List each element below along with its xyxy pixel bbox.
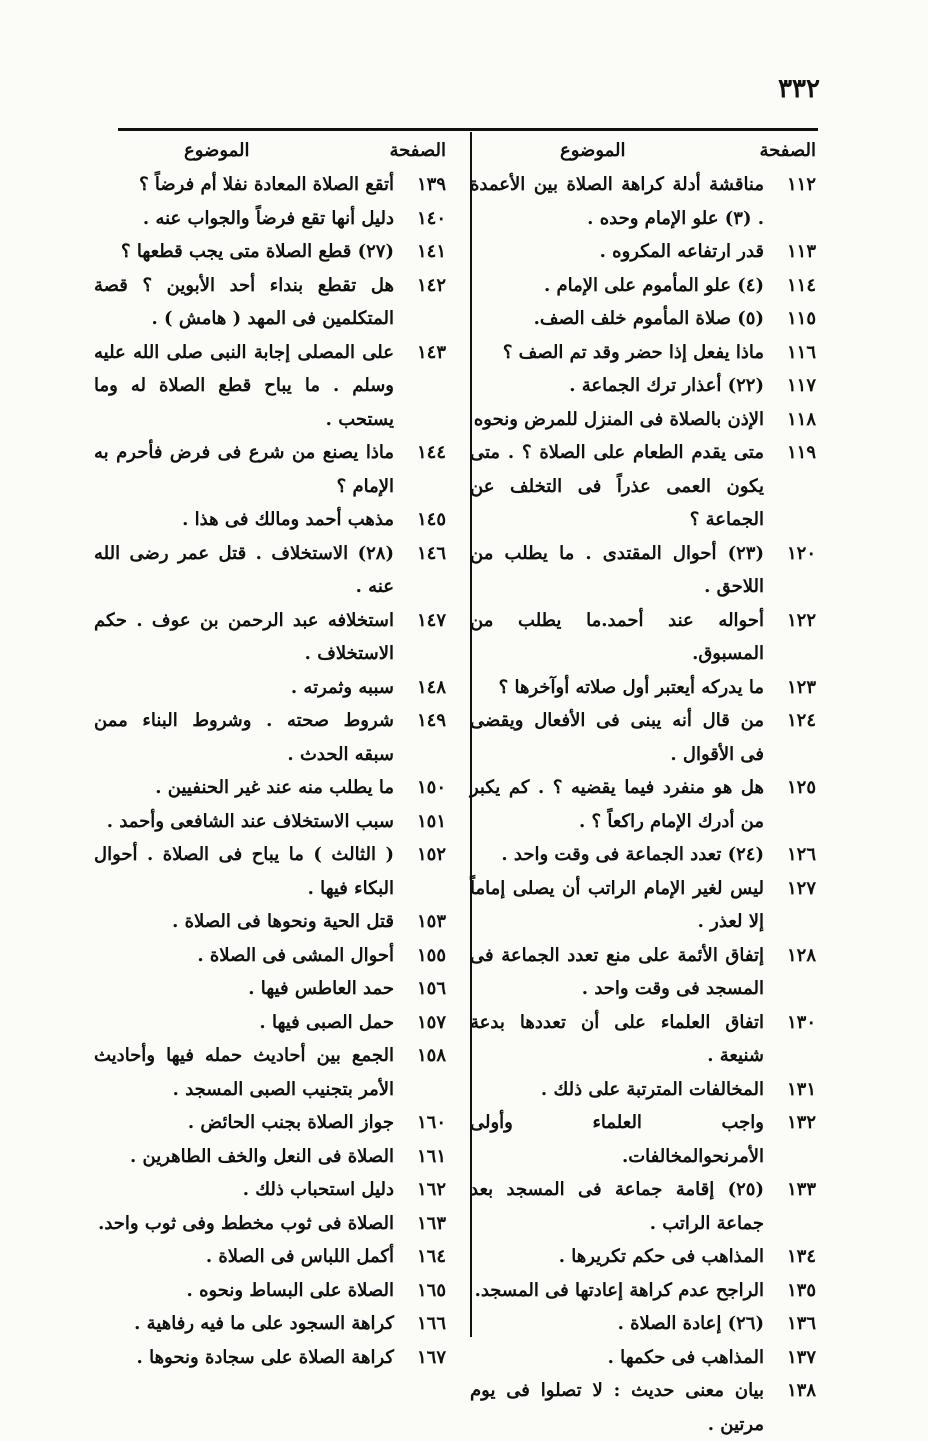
entry-topic: سبب الاستخلاف عند الشافعى وأحمد . [106, 810, 394, 832]
entry-page-number: ١٤٠ [416, 207, 446, 229]
entry-page-number: ١٤٣ [416, 341, 446, 363]
index-entry [94, 202, 446, 236]
index-entry [470, 403, 816, 437]
entry-topic: مناقشة أدلة كراهة الصلاة بين الأعمدة . (٣) علو الإمام وحده . [470, 174, 764, 229]
entry-page-number: ١٣٠ [786, 1011, 816, 1033]
entry-topic: بيان معنى حديث : لا تصلوا فى يوم مرتين . [470, 1380, 764, 1435]
entry-topic: المذاهب فى حكم تكريرها . [558, 1246, 764, 1267]
entry-page-number: ١٤٢ [416, 274, 446, 296]
entry-page-number: ١٥٦ [416, 978, 446, 999]
entry-page-number: ١٦١ [416, 1145, 446, 1167]
entry-page-number: ١١٦ [786, 341, 816, 363]
entry-page-number: ١٥١ [416, 810, 446, 832]
entry-topic: قتل الحية ونحوها فى الصلاة . [172, 911, 394, 932]
entry-topic: أحواله عند أحمد.ما يطلب من المسبوق. [470, 609, 764, 664]
index-entry [94, 905, 446, 939]
index-entry [470, 604, 816, 671]
entry-topic: هل تقطع بنداء أحد الأبوين ؟ قصة المتكلمين فى المهد ( هامش ) . [94, 274, 394, 329]
entry-topic: ماذا يصنع من شرع فى فرض فأحرم به الإمام ؟ [94, 442, 394, 497]
index-entry [470, 704, 816, 771]
entry-topic: (٢٧) قطع الصلاة متى يجب قطعها ؟ [121, 241, 394, 262]
entry-page-number: ١٦٢ [416, 1179, 446, 1200]
entry-page-number: ١٤٥ [416, 509, 446, 530]
entry-page-number: ١١٢ [786, 174, 816, 195]
index-entry [470, 235, 816, 269]
entry-topic: ما يطلب منه عند غير الحنفيين . [155, 777, 394, 798]
entry-page-number: ١٥٥ [416, 944, 446, 966]
index-entry [470, 771, 816, 838]
index-entry [470, 1274, 816, 1308]
topic-heading: الموضوع [560, 140, 626, 161]
entry-page-number: ١٦٤ [416, 1246, 446, 1267]
index-entry [94, 939, 446, 973]
entry-topic: المذاهب فى حكمها . [607, 1346, 764, 1368]
entry-page-number: ١١٧ [786, 375, 816, 396]
entry-topic: ما يدركه أيعتبر أول صلاته أوآخرها ؟ [498, 676, 764, 698]
entry-topic: سببه وثمرته . [290, 676, 394, 698]
entry-topic: كراهة السجود على ما فيه رفاهية . [134, 1313, 394, 1334]
entry-topic: ( الثالث ) ما يباح فى الصلاة . أحوال البكاء فيها . [94, 844, 394, 899]
entry-page-number: ١٢٤ [786, 710, 816, 731]
index-entry [470, 1006, 816, 1073]
entry-topic: دليل أنها تقع فرضاً والجواب عنه . [142, 207, 394, 229]
entry-page-number: ١٤٧ [416, 609, 446, 631]
entry-topic: استخلافه عبد الرحمن بن عوف . حكم الاستخلاف . [94, 609, 394, 664]
entry-topic: أحوال المشى فى الصلاة . [197, 944, 394, 966]
entry-page-number: ١٤٨ [416, 676, 446, 698]
entry-topic: الصلاة فى ثوب مخطط وفى ثوب واحد. [98, 1212, 394, 1234]
entry-page-number: ١١٣ [786, 241, 816, 262]
index-entry [94, 1307, 446, 1341]
entry-page-number: ١٢٧ [786, 877, 816, 899]
index-entry [470, 671, 816, 705]
entry-topic: الجمع بين أحاديث حمله فيها وأحاديث الأمر بتجنيب الصبى المسجد . [94, 1045, 394, 1100]
entry-page-number: ١٦٧ [416, 1346, 446, 1368]
entry-topic: قدر ارتفاعه المكروه . [599, 241, 764, 262]
entry-topic: (٢٨) الاستخلاف . قتل عمر رضى الله عنه . [94, 542, 394, 597]
entry-page-number: ١٣٧ [786, 1346, 816, 1368]
entry-topic: المخالفات المترتبة على ذلك . [540, 1078, 764, 1100]
entry-topic: (٢٥) إقامة جماعة فى المسجد بعد جماعة الراتب . [470, 1179, 764, 1234]
entry-topic: اتفاق العلماء على أن تعددها بدعة شنيعة . [470, 1011, 764, 1066]
index-entry [94, 168, 446, 202]
entry-page-number: ١٥٢ [416, 844, 446, 865]
entry-page-number: ١٣٦ [786, 1313, 816, 1334]
index-entry [94, 436, 446, 503]
entry-topic: حمد العاطس فيها . [248, 978, 394, 999]
entry-page-number: ١٢٠ [786, 542, 816, 564]
index-entry [94, 1173, 446, 1207]
index-entry [94, 1274, 446, 1308]
entry-page-number: ١٤١ [416, 241, 446, 262]
index-entry [94, 671, 446, 705]
entry-page-number: ١٢٥ [786, 777, 816, 798]
index-entry [470, 1173, 816, 1240]
entry-topic: (٢٢) أعذار ترك الجماعة . [569, 375, 764, 396]
entry-page-number: ١٣٩ [416, 174, 446, 195]
entry-page-number: ١٦٣ [416, 1212, 446, 1234]
index-entry [470, 537, 816, 604]
entry-page-number: ١٣١ [786, 1078, 816, 1100]
entry-topic: الصلاة فى النعل والخف الطاهرين . [129, 1145, 394, 1167]
index-entry [94, 1106, 446, 1140]
entry-topic: ليس لغير الإمام الراتب أن يصلى إماماً إلا لعذر . [470, 877, 764, 932]
index-entry [470, 168, 816, 235]
entry-page-number: ١١٤ [786, 274, 816, 296]
topic-heading: الموضوع [184, 140, 250, 161]
entry-topic: شروط صحته . وشروط البناء ممن سبقه الحدث . [94, 710, 394, 765]
entry-page-number: ١٤٤ [416, 442, 446, 463]
entry-topic: هل هو منفرد فيما يقضيه ؟ . كم يكبر من أدرك الإمام راكعاً ؟ . [470, 777, 764, 832]
index-entry [94, 1341, 446, 1375]
index-entry [94, 972, 446, 1006]
index-entry [94, 1207, 446, 1241]
entry-topic: (٤) علو المأموم على الإمام . [543, 274, 764, 296]
entry-topic: واجب العلماء وأولى الأمرنحوالمخالفات. [470, 1112, 764, 1167]
header-rule [118, 128, 818, 131]
entry-topic: حمل الصبى فيها . [259, 1011, 394, 1033]
entry-page-number: ١٢٨ [786, 944, 816, 966]
entry-page-number: ١٥٨ [416, 1045, 446, 1066]
entry-page-number: ١٦٦ [416, 1313, 446, 1334]
index-entry [94, 838, 446, 905]
entry-page-number: ١٣٢ [786, 1112, 816, 1133]
index-entry [94, 1039, 446, 1106]
right-entries [470, 168, 816, 1441]
entry-topic: (٥) صلاة المأموم خلف الصف. [533, 308, 764, 329]
entry-topic: (٢٦) إعادة الصلاة . [617, 1313, 764, 1334]
page-heading: الصفحة [759, 140, 816, 161]
index-entry [470, 1374, 816, 1441]
index-entry [94, 336, 446, 437]
left-column [94, 136, 446, 1368]
entry-topic: الإذن بالصلاة فى المنزل للمرض ونحوه [473, 408, 764, 430]
entry-page-number: ١٢٢ [786, 609, 816, 631]
entry-page-number: ١٣٤ [786, 1246, 816, 1267]
entry-page-number: ١٦٥ [416, 1279, 446, 1301]
index-entry [470, 436, 816, 537]
index-entry [94, 503, 446, 537]
entry-page-number: ١٤٩ [416, 710, 446, 731]
entry-page-number: ١٥٠ [416, 777, 446, 798]
index-entry [470, 1307, 816, 1341]
column-header [470, 136, 816, 168]
index-entry [470, 1240, 816, 1274]
index-entry [470, 838, 816, 872]
entry-page-number: ١١٩ [786, 442, 816, 463]
entry-page-number: ١١٨ [786, 408, 816, 430]
entry-page-number: ١٤٦ [416, 542, 446, 564]
entry-page-number: ١٢٣ [786, 676, 816, 698]
index-entry [470, 269, 816, 303]
entry-topic: متى يقدم الطعام على الصلاة ؟ . متى يكون العمى عذراً فى التخلف عن الجماعة ؟ [470, 442, 764, 530]
index-entry [470, 939, 816, 1006]
entry-page-number: ١٥٧ [416, 1011, 446, 1033]
index-entry [94, 704, 446, 771]
entry-page-number: ١٣٣ [786, 1179, 816, 1200]
entry-topic: كراهة الصلاة على سجادة ونحوها . [136, 1346, 394, 1368]
entry-topic: جواز الصلاة بجنب الحائض . [187, 1112, 394, 1133]
page-heading: الصفحة [389, 140, 446, 161]
index-entry [94, 235, 446, 269]
entry-page-number: ١٥٣ [416, 911, 446, 932]
entry-topic: مذهب أحمد ومالك فى هذا . [182, 509, 394, 530]
index-entry [470, 1073, 816, 1107]
entry-page-number: ١٣٨ [786, 1380, 816, 1401]
entry-page-number: ١١٥ [786, 308, 816, 329]
index-entry [470, 369, 816, 403]
index-entry [94, 537, 446, 604]
index-entry [94, 1006, 446, 1040]
entry-topic: (٢٤) تعدد الجماعة فى وقت واحد . [501, 844, 764, 865]
entry-topic: من قال أنه يبنى فى الأفعال ويقضى فى الأقوال . [470, 710, 764, 765]
index-entry [94, 1240, 446, 1274]
entry-topic: الصلاة على البساط ونحوه . [186, 1279, 394, 1301]
entry-topic: أكمل اللباس فى الصلاة . [205, 1246, 394, 1267]
index-entry [470, 872, 816, 939]
entry-topic: أتقع الصلاة المعادة نفلا أم فرضاً ؟ [139, 174, 394, 195]
index-entry [94, 805, 446, 839]
column-header [94, 136, 446, 168]
entry-topic: ماذا يفعل إذا حضر وقد تم الصف ؟ [502, 341, 764, 363]
entry-topic: على المصلى إجابة النبى صلى الله عليه وسلم . ما يباح قطع الصلاة له وما يستحب . [94, 341, 394, 430]
entry-page-number: ١٦٠ [416, 1112, 446, 1133]
entry-topic: دليل استحباب ذلك . [242, 1179, 394, 1200]
index-entry [94, 771, 446, 805]
right-column [470, 136, 816, 1435]
entry-topic: الراجح عدم كراهة إعادتها فى المسجد. [474, 1279, 764, 1301]
left-entries [94, 168, 446, 1374]
index-entry [470, 1341, 816, 1375]
index-entry [470, 336, 816, 370]
index-entry [470, 302, 816, 336]
page-number: ٣٣٢ [778, 74, 820, 104]
index-entry [94, 604, 446, 671]
entry-topic: (٢٣) أحوال المقتدى . ما يطلب من اللاحق . [470, 542, 764, 597]
entry-topic: إتفاق الأئمة على منع تعدد الجماعة فى المسجد فى وقت واحد . [470, 944, 764, 999]
index-entry [94, 1140, 446, 1174]
entry-page-number: ١٣٥ [786, 1279, 816, 1301]
index-entry [470, 1106, 816, 1173]
entry-page-number: ١٢٦ [786, 844, 816, 865]
index-entry [94, 269, 446, 336]
